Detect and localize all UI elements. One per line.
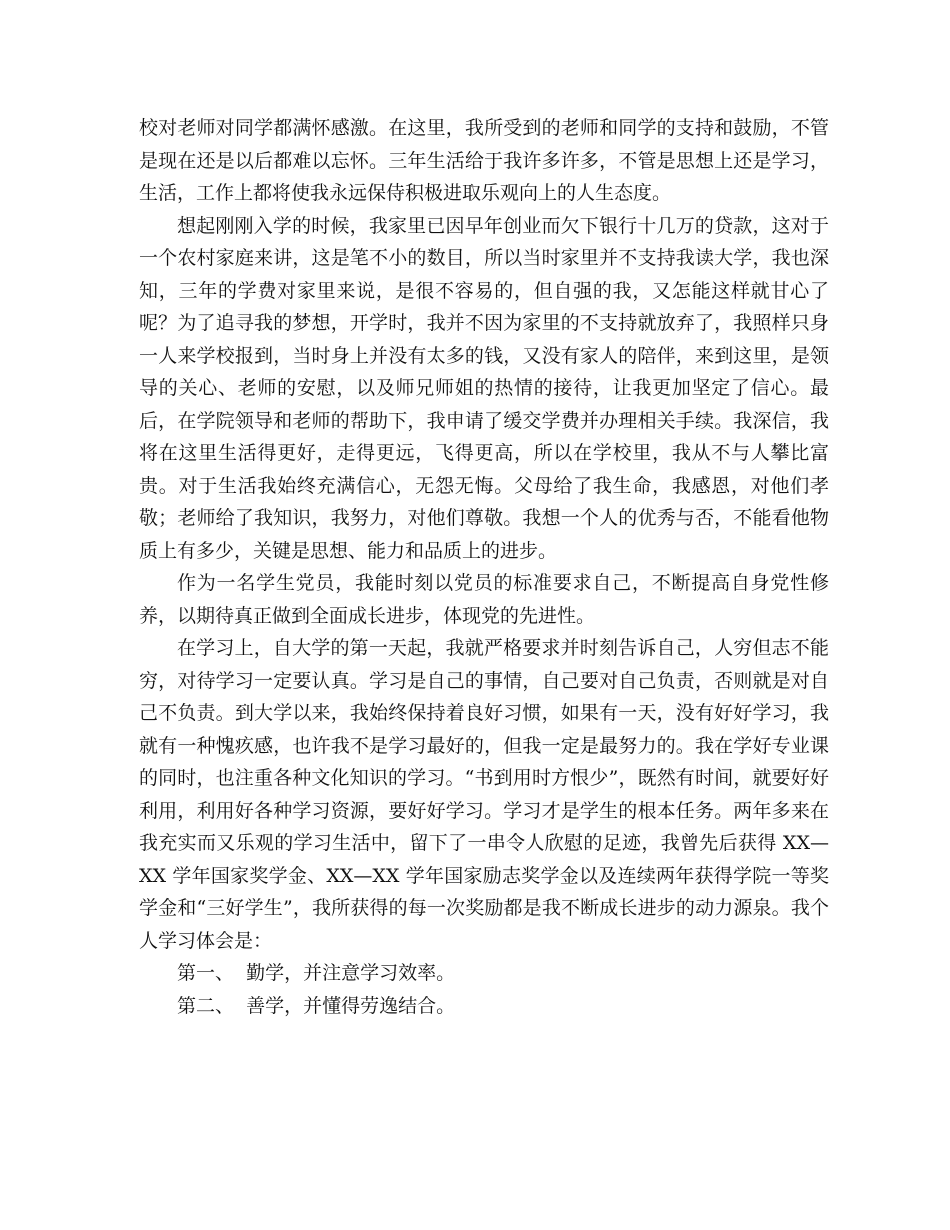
document-body — [139, 112, 829, 1022]
paragraph-party-member: 作为一名学生党员，我能时刻以党员的标准要求自己，不断提高自身党性修养，以期待真正做到全面成长进步，体现党的先进性。 — [139, 572, 829, 627]
paragraph-enrollment: 想起刚刚入学的时候，我家里已因早年创业而欠下银行十几万的贷款，这对于一个农村家庭来讲，这是笔不小的数目，所以当时家里并不支持我读大学，我也深知，三年的学费对家里来说，是很不容易的，但自强的我，又怎能这样就甘心了呢？为了追寻我的梦想，开学时，我并不因为家里的不支持就放弃了，我照样只身一人来学校报到，当时身上并没有太多的钱，又没有家人的陪伴，来到这里，是领导的关心、老师的安慰，以及师兄师姐的热情的接待，让我更加坚定了信心。最后，在学院领导和老师的帮助下，我申请了缓交学费并办理相关手续。我深信，我将在这里生活得更好，走得更远，飞得更高，所以在学校里，我从不与人攀比富贵。对于生活我始终充满信心，无怨无悔。父母给了我生命，我感恩，对他们孝敬；老师给了我知识，我努力，对他们尊敬。我想一个人的优秀与否，不能看他物质上有多少，关键是思想、能力和品质上的进步。 — [139, 214, 829, 562]
list-item-second: 第二、 善学，并懂得劳逸结合。 — [177, 994, 456, 1017]
paragraph-study: 在学习上，自大学的第一天起，我就严格要求并时刻告诉自己，人穷但志不能穷，对待学习一定要认真。学习是自己的事情，自己要对自己负责，否则就是对自己不负责。到大学以来，我始终保持着良好习惯，如果有一天，没有好好学习，我就有一种愧疚感，也许我不是学习最好的，但我一定是最努力的。我在学好专业课的同时，也注重各种文化知识的学习。“书到用时方恨少”，既然有时间，就要好好利用，利用好各种学习资源，要好好学习。学习才是学生的根本任务。两年多来在我充实而又乐观的学习生活中，留下了一串令人欣慰的足迹，我曾先后获得 XX—XX 学年国家奖学金、XX—XX 学年国家励志奖学金以及连续两年获得学院一等奖学金和“三好学生”，我所获得的每一次奖励都是我不断成长进步的动力源泉。我个人学习体会是： — [139, 637, 829, 952]
paragraph-continuation: 校对老师对同学都满怀感激。在这里，我所受到的老师和同学的支持和鼓励，不管是现在还是以后都难以忘怀。三年生活给于我许多许多，不管是思想上还是学习，生活，工作上都将使我永远保侍积极进取乐观向上的人生态度。 — [139, 117, 829, 204]
list-item-first: 第一、 勤学，并注意学习效率。 — [177, 962, 456, 984]
